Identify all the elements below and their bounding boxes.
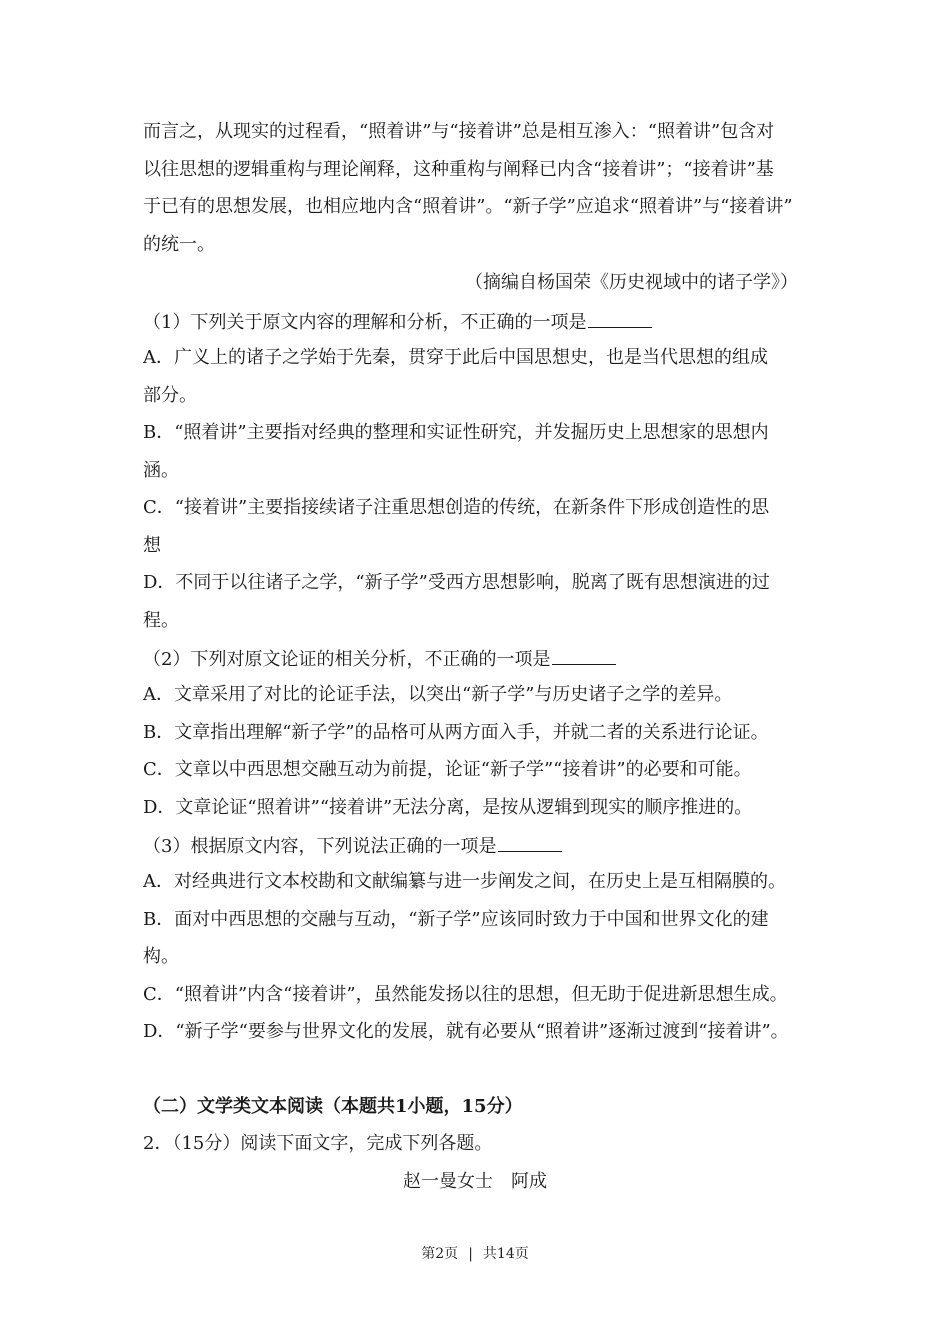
option-line: B．文章指出理解“新子学”的品格可从两方面入手，并就二者的关系进行论证。 [143,722,769,743]
option-line: 构。 [143,946,179,967]
option-line: 程。 [143,610,179,631]
question-1-stem [143,309,823,335]
option-line: A．文章采用了对比的论证手法，以突出“新子学”与历史诸子之学的差异。 [143,684,733,705]
option-line: 涵。 [143,460,179,481]
question-1-text: （1）下列关于原文内容的理解和分析，不正确的一项是 [143,312,587,333]
passage-line: 而言之，从现实的过程看，“照着讲”与“接着讲”总是相互渗入：“照着讲”包含对 [143,121,775,142]
passage-line: 以往思想的逻辑重构与理论阐释，这种重构与阐释已内含“接着讲”；“接着讲”基 [143,159,774,180]
source-citation: （摘编自杨国荣《历史视域中的诸子学》） [465,272,798,293]
footer-divider: | [468,1246,473,1262]
page-total: 共14页 [482,1246,529,1262]
option-line: 想 [143,535,161,556]
option-line: C．“接着讲”主要指接续诸子注重思想创造的传统，在新条件下形成创造性的思 [143,497,770,518]
passage-line: 于已有的思想发展，也相应地内含“照着讲”。“新子学”应追求“照着讲”与“接着讲” [143,196,793,217]
article-title: 赵一曼女士 阿成 [403,1171,547,1192]
option-line: D．不同于以往诸子之学，“新子学”受西方思想影响，脱离了既有思想演进的过 [143,572,770,593]
passage-line: 的统一。 [143,234,215,255]
option-line: D．“新子学“要参与世界文化的发展，就有必要从“照着讲”逐渐过渡到“接着讲”。 [143,1021,789,1042]
answer-blank [498,833,562,852]
question-3-stem [143,833,823,859]
page-current: 第2页 [421,1246,459,1262]
option-line: A．对经典进行文本校勘和文献编纂与进一步阐发之间，在历史上是互相隔膜的。 [143,871,786,892]
option-line: C．文章以中西思想交融互动为前提，论证“新子学”“接着讲”的必要和可能。 [143,759,752,780]
option-line: B．“照着讲”主要指对经典的整理和实证性研究，并发掘历史上思想家的思想内 [143,422,769,443]
question-3-text: （3）根据原文内容，下列说法正确的一项是 [143,836,497,857]
section-heading: （二）文学类文本阅读（本题共1小题，15分） [143,1096,523,1117]
option-line: A．广义上的诸子之学始于先秦，贯穿于此后中国思想史，也是当代思想的组成 [143,347,768,368]
question-2-stem [143,646,823,672]
question-2-intro: 2．（15分）阅读下面文字，完成下列各题。 [143,1133,493,1154]
option-line: B．面对中西思想的交融与互动，“新子学”应该同时致力于中国和世界文化的建 [143,909,769,930]
option-line: D．文章论证“照着讲”“接着讲”无法分离，是按从逻辑到现实的顺序推进的。 [143,797,753,818]
answer-blank [588,309,652,328]
page-footer [0,1243,950,1263]
option-line: C．“照着讲”内含“接着讲”，虽然能发扬以往的思想，但无助于促进新思想生成。 [143,984,788,1005]
answer-blank [552,646,616,665]
question-2-text: （2）下列对原文论证的相关分析，不正确的一项是 [143,649,551,670]
option-line: 部分。 [143,385,197,406]
